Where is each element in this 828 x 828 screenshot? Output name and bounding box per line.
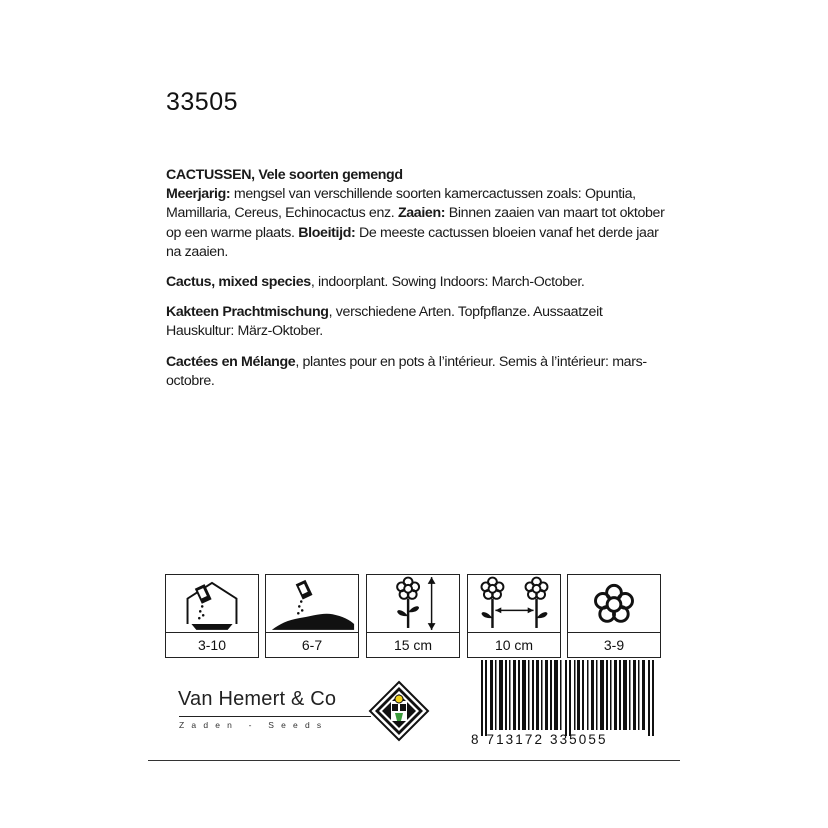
description-french (166, 353, 666, 391)
product-description (166, 166, 666, 402)
brand-name: Van Hemert & Co (178, 688, 337, 710)
french-name: Cactées en Mélange (166, 353, 296, 370)
dutch-label-perennial: Meerjarig: (166, 186, 231, 203)
german-text: , verschiedene Arten. Topfpflanze. Aussaatzeit Hauskultur: März-Oktober. (166, 304, 603, 340)
dutch-label-sowing: Zaaien: (397, 205, 446, 222)
icon-cell-indoor-sowing (165, 574, 259, 658)
dutch-text-sowing: Binnen zaaien van maart tot oktober op een warme plaats. (166, 205, 665, 241)
plant-spacing-icon (468, 575, 560, 632)
icon-cell-outdoor-sowing (265, 574, 359, 658)
flowering-icon (568, 575, 660, 632)
product-code: 33505 (166, 88, 239, 116)
outdoor-sowing-label: 6-7 (301, 637, 323, 653)
dutch-title: CACTUSSEN, Vele soorten gemengd (166, 167, 403, 183)
indoor-sowing-label: 3-10 (197, 637, 227, 653)
barcode-bars (481, 660, 656, 736)
icon-cell-plant-height (366, 574, 460, 658)
english-text: , indoorplant. Sowing Indoors: March-October. (310, 274, 585, 291)
brand-block (178, 688, 337, 730)
barcode-number: 8 713172 335055 (471, 732, 608, 747)
growing-info-icons (165, 574, 661, 658)
plant-height-icon (367, 575, 459, 632)
outdoor-sowing-icon (266, 575, 358, 632)
icon-cell-plant-spacing (467, 574, 561, 658)
dutch-label-flowering: Bloeitijd: (298, 224, 356, 241)
description-dutch (166, 166, 666, 262)
icon-cell-flowering (567, 574, 661, 658)
plant-spacing-label: 10 cm (494, 637, 534, 653)
indoor-sowing-icon (166, 575, 258, 632)
dutch-text-flowering: De meeste cactussen bloeien vanaf het derde jaar na zaaien. (166, 224, 659, 260)
dutch-text-perennial: mengsel van verschillende soorten kamercactussen zoals: Opuntia, Mamillaria, Cereus, Echinocactus enz. (166, 186, 636, 222)
flowering-label: 3-9 (603, 637, 625, 653)
german-name: Kakteen Prachtmischung (166, 304, 329, 321)
english-name: Cactus, mixed species (166, 274, 311, 291)
french-text: , plantes pour en pots à l’intérieur. Semis à l’intérieur: mars-octobre. (166, 353, 647, 389)
description-english (166, 273, 666, 292)
brand-logo (368, 680, 430, 742)
plant-height-label: 15 cm (393, 637, 433, 653)
description-german (166, 303, 666, 341)
bottom-divider (148, 760, 680, 761)
brand-tagline: Zaden - Seeds (179, 720, 329, 730)
barcode (471, 660, 659, 746)
brand-divider (179, 716, 371, 717)
